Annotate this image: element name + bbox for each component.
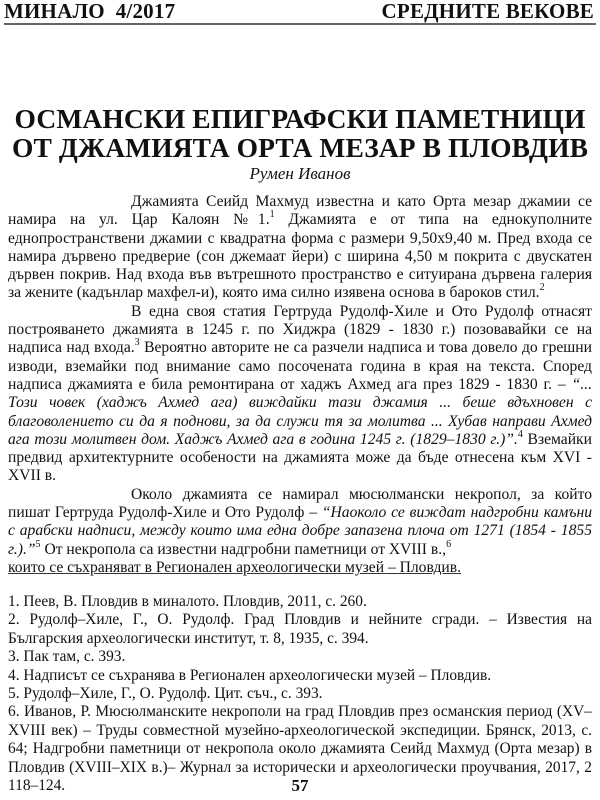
paragraph-1	[8, 193, 592, 303]
necropolis-quote: “Наоколо се виждат надгробни камъни с арабски надписи, между които има една добре запазена плоча от 1271 (1854 - 1855 г.).”	[8, 504, 592, 558]
paragraph-text: Около джамията се намирал мюсюлмански некропол, за който пишат Гертруда Рудолф-Хиле и Ото Рудолф –	[8, 485, 592, 522]
title-line-1: ОСМАНСКИ ЕПИГРАФСКИ ПАМЕТНИЦИ	[14, 103, 586, 134]
author-name: Румен Иванов	[249, 164, 351, 183]
title-line-2: ОТ ДЖАМИЯТА ОРТА МЕЗАР В ПЛОВДИВ	[11, 132, 589, 163]
footnote-ref-5[interactable]: 5	[35, 538, 41, 550]
paragraph-3	[8, 486, 592, 577]
footnote-5: 5. Рудолф–Хиле, Г., О. Рудолф. Цит. съч., с. 393.	[8, 685, 323, 703]
footnote-ref-3[interactable]: 3	[134, 337, 140, 349]
footnote-6: 6. Иванов, Р. Мюсюлманските некрополи на град Пловдив през османския период (XV–XVIII век) – Труды совместной музейно-археологической экспедиции. Брянск, 2013, с. 64; Надгробни паметници от некропола около джамията Сеийд Махмуд (Орта мезар) в Пловдив (XVIII–XIX в.)– Журнал за исторически и археологически проучвания, 2017, 2 118–124.	[8, 703, 592, 795]
footnote-ref-1[interactable]: 1	[269, 209, 275, 221]
paragraph-text: В една своя статия Гертруда Рудолф-Хиле и Ото Рудолф отнасят построяването джамията в 1245 г. по Хиджра (1829 - 1830 г.) позовавайки се на надписа над входа.	[8, 302, 592, 357]
footnote-ref-2[interactable]: 2	[539, 282, 545, 294]
section-title: СРЕДНИТЕ ВЕКОВЕ	[381, 0, 594, 23]
paragraph-2	[8, 303, 592, 486]
paragraph-text: Джамията е от типа на еднокуполните еднопространствени джамии с квадратна форма с размери 9,50х9,40 м. Пред входа се намира дървено предверие (сон джемаат йери) с ширина 4,50 м покрита с двускатен дървен покрив. Над входа във вътрешното пространство е ситуирана дървена галерия за жените (кадънлар махфел-и), която има силно изявена основа в бароков стил.	[8, 211, 592, 302]
footnote-4: 4. Надписът се съхранява в Регионален археологически музей – Пловдив.	[8, 666, 492, 684]
article-title	[0, 104, 600, 162]
paragraph-text: От некропола са известни надгробни паметници от XVIII в.,	[40, 540, 447, 558]
paragraph-text: Вероятно авторите не са разчели надписа и това довело до грешни изводи, вземайки под внимание само посочената година в края на текста. Според надписа джамията е била ремонтирана от хаджъ Ахмед ага през 1829 - 1830 г. –	[8, 339, 592, 393]
footnote-2: 2. Рудолф–Хиле, Г., О. Рудолф. Град Пловдив и нейните сгради. – Известия на Българския археологически институт, т. 8, 1935, с. 394.	[8, 611, 592, 647]
header-rule	[4, 23, 596, 25]
page-number: 57	[291, 776, 309, 795]
journal-issue: МИНАЛО 4/2017	[4, 0, 176, 23]
paragraph-text: Вземайки предвид архитектурните особености на джамията може да бъде отнесена към XVI - XVII в.	[8, 430, 592, 485]
paragraph-text: Джамията Сеийд Махмуд известна и като Орта мезар джамии се намира на ул. Цар Калоян №1.	[8, 193, 592, 229]
footnotes	[8, 593, 592, 795]
inscription-quote: “... Този човек (хаджъ Ахмед ага) виждайки тази джамия ... беше вдъхновен с благоволението си да я поднови, за да служи тя за молитва ... Хубав направи Ахмед ага този молитвен дом. Хаджъ Ахмед ага в година 1245 г. (1829–1830 г.)”.	[8, 375, 592, 448]
footnote-3: 3. Пак там, с. 393.	[8, 648, 126, 666]
footnote-1: 1. Пеев, В. Пловдив в миналото. Пловдив, 2011, с. 260.	[8, 593, 367, 610]
paragraph-text: които се съхраняват в Регионален археологически музей – Пловдив.	[8, 558, 461, 576]
footnote-ref-6[interactable]: 6	[446, 538, 452, 550]
running-header	[4, 0, 594, 22]
footnote-ref-4[interactable]: 4	[517, 428, 523, 440]
article-body	[8, 193, 592, 577]
